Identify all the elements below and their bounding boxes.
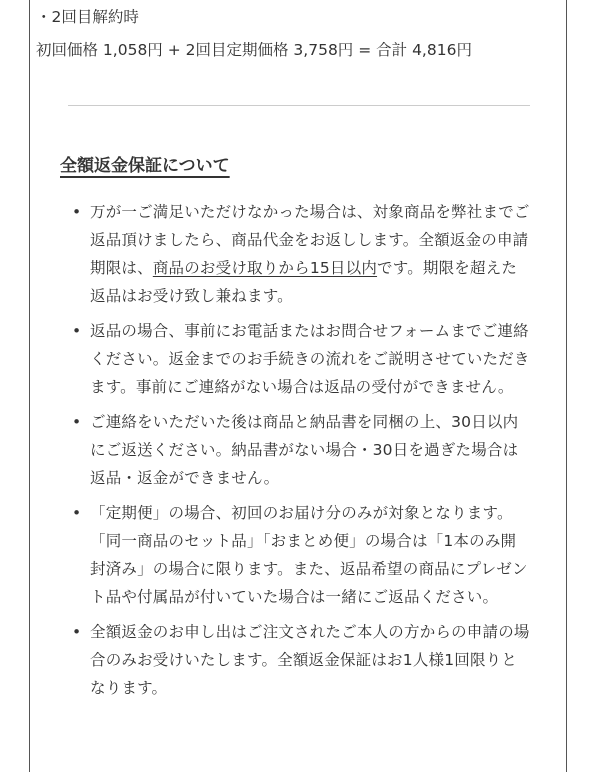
list-item [70,618,530,702]
list-item [70,198,530,310]
term-text: ご連絡をいただいた後は商品と納品書を同梱の上、30日以内にご返送ください。納品書がない場合・30日を過ぎた場合は返品・返金ができません。 [90,413,519,487]
section-divider [68,105,530,106]
list-item [70,317,530,401]
term-text: 万が一ご満足いただけなかった場合は、対象商品を弊社までご返品頂けましたら、商品代金をお返しします。全額返金の申請期限は、 [90,203,530,277]
bullet-icon: • [72,504,82,522]
guarantee-terms-list [70,198,530,709]
bullet-icon: • [72,322,82,340]
list-item [70,499,530,611]
term-text: 全額返金のお申し出はご注文されたご本人の方からの申請の場合のみお受けいたします。全額返金保証はお1人様1回限りとなります。 [90,623,530,697]
guarantee-section-title: 全額返金保証について [60,156,230,176]
term-text: 「定期便」の場合、初回のお届け分のみが対象となります。「同一商品のセット品」「おまとめ便」の場合は「1本のみ開封済み」の場合に限ります。また、返品希望の商品にプレゼント品や付属品が付いていた場合は一緒にご返品ください。 [90,504,528,606]
term-text: 返品の場合、事前にお電話またはお問合せフォームまでご連絡ください。返金までのお手続きの流れをご説明させていただきます。事前にご連絡がない場合は返品の受付ができません。 [90,322,530,396]
deadline-underlined-text: 商品のお受け取りから15日以内 [152,259,378,277]
term-text-continued: です。期限を超えた返品はお受け致し兼ねます。 [90,259,518,305]
previous-item-label: ・2回目解約時 [36,8,139,26]
bullet-icon: • [72,413,82,431]
list-item [70,408,530,492]
price-formula-text: 初回価格 1,058円 + 2回目定期価格 3,758円 = 合計 4,816円 [36,41,472,59]
bullet-icon: • [72,203,82,221]
bullet-icon: • [72,623,82,641]
